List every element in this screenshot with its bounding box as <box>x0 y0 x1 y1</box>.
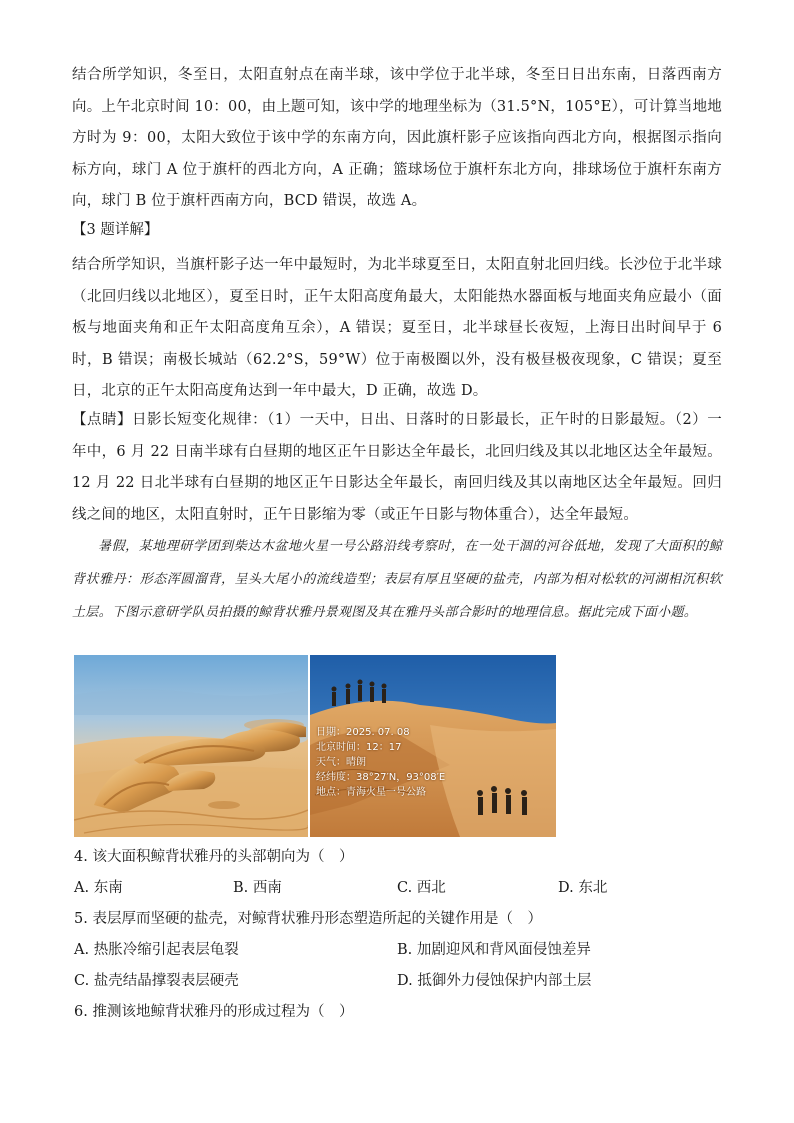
question-4-option-c[interactable]: C. 西北 <box>397 880 446 896</box>
question-5-option-c[interactable]: C. 盐壳结晶撑裂表层硬壳 <box>74 973 239 989</box>
answer-paragraph-2: 结合所学知识，冬至日，太阳直射点在南半球，该中学位于北半球，冬至日日出东南，日落西南方向。上午北京时间 10：00，由上题可知，该中学的地理坐标为（31.5°N，105°E），可计算当地地方时为 9：00，太阳大致位于该中学的东南方向，因此旗杆影子应该指向西北方向，根据图示指向标方向，球门 A 位于旗杆的西北方向，A 正确；篮球场位于旗杆东北方向，排球场位于旗杆东南方向，球门 B 位于旗杆西南方向，BCD 错误，故选 A。 <box>72 67 722 209</box>
photo-time: 北京时间：12：17 <box>316 742 402 753</box>
photo-info-overlay <box>316 725 445 800</box>
question-5-option-d[interactable]: D. 抵御外力侵蚀保护内部土层 <box>397 973 592 989</box>
photo-weather: 天气：晴朗 <box>316 757 366 768</box>
question-4-option-a[interactable]: A. 东南 <box>74 880 123 896</box>
photo-place: 地点：青海火星一号公路 <box>316 787 426 798</box>
tip-paragraph: 【点睛】日影长短变化规律：（1）一天中，日出、日落时的日影最长，正午时的日影最短。（2）一年中，6 月 22 日南半球有白昼期的地区正午日影达全年最长，北回归线及其以北地区达全年最短。12 月 22 日北半球有白昼期的地区正午日影达全年最长，南回归线及其以南地区达全年最短。回归线之间的地区，太阳直射时，正午日影缩为零（或正午日影与物体重合），达全年最短。 <box>72 412 722 523</box>
yardang-landscape-image <box>74 655 308 837</box>
question-4-stem: 4. 该大面积鲸背状雅丹的头部朝向为（ ） <box>74 849 354 865</box>
photo-date: 日期：2025. 07. 08 <box>316 727 410 738</box>
photo-coords: 经纬度：38°27′N，93°08′E <box>316 772 446 783</box>
material-intro: 暑假，某地理研学团到柴达木盆地火星一号公路沿线考察时，在一处干涸的河谷低地，发现了大面积的鲸背状雅丹：形态浑圆溜背，呈头大尾小的流线造型；表层有厚且坚硬的盐壳，内部为相对松软的河湖相沉积软土层。下图示意研学队员拍摄的鲸背状雅丹景观图及其在雅丹头部合影时的地理信息。据此完成下面小题。 <box>72 539 722 620</box>
figure-yardang <box>74 655 556 837</box>
team-photo-image <box>310 655 556 837</box>
answer-paragraph-3: 结合所学知识，当旗杆影子达一年中最短时，为北半球夏至日，太阳直射北回归线。长沙位于北半球（北回归线以北地区），夏至日时，正午太阳高度角最大，太阳能热水器面板与地面夹角应最小（面板与地面夹角和正午太阳高度角互余），A 错误；夏至日，北半球昼长夜短，上海日出时间早于 6 时，B 错误；南极长城站（62.2°S，59°W）位于南极圈以外，没有极昼极夜现象，C 错误；夏至日，北京的正午太阳高度角达到一年中最大，D 正确，故选 D。 <box>72 257 722 399</box>
question-6-stem: 6. 推测该地鲸背状雅丹的形成过程为（ ） <box>74 1004 354 1020</box>
question-4-option-b[interactable]: B. 西南 <box>233 880 282 896</box>
question-5-option-a[interactable]: A. 热胀冷缩引起表层龟裂 <box>74 942 239 958</box>
question-4-option-d[interactable]: D. 东北 <box>558 880 608 896</box>
section-heading-q3: 【3 题详解】 <box>72 222 159 238</box>
question-5-option-b[interactable]: B. 加剧迎风和背风面侵蚀差异 <box>397 942 591 958</box>
question-5-stem: 5. 表层厚而坚硬的盐壳，对鲸背状雅丹形态塑造所起的关键作用是（ ） <box>74 911 542 927</box>
